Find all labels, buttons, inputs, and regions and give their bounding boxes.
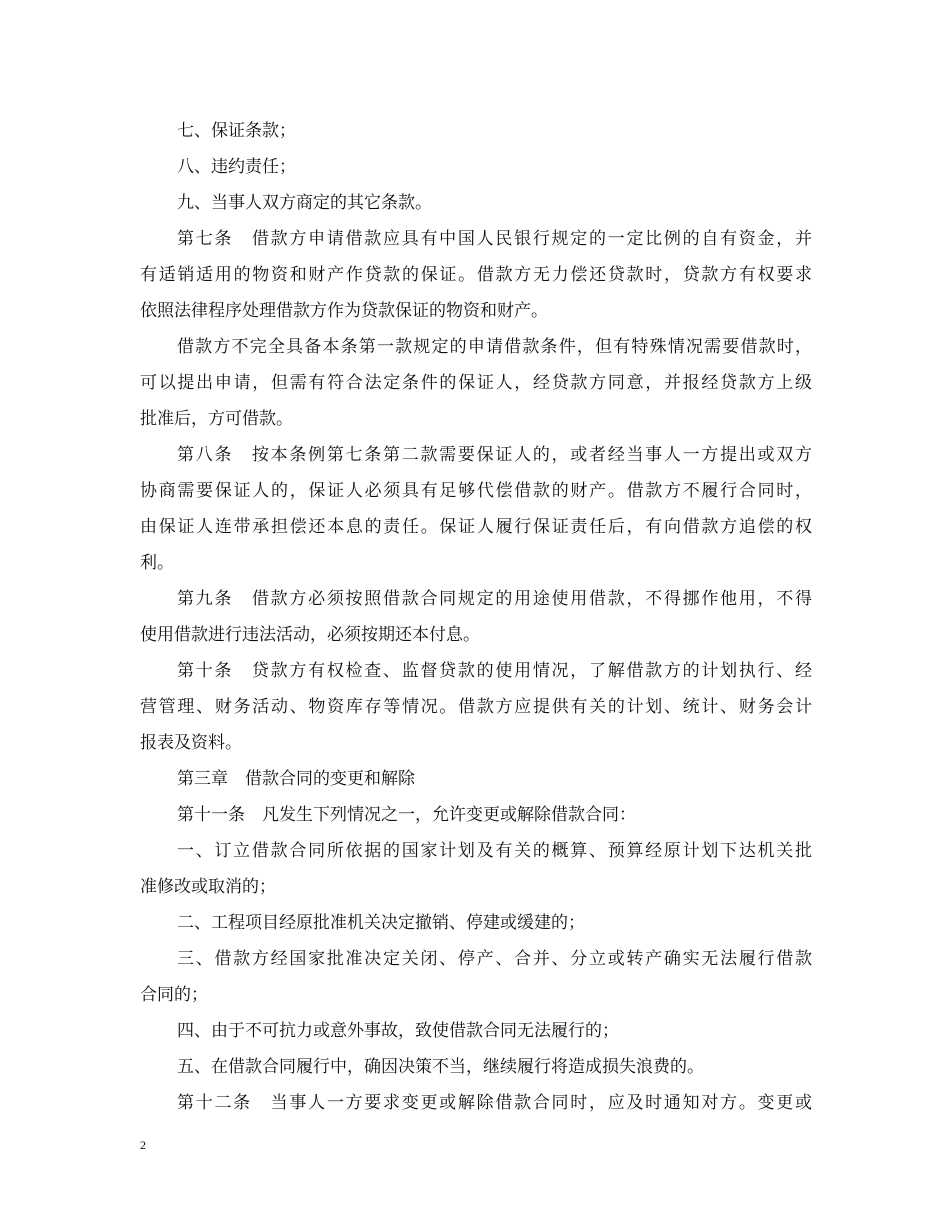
text-line: 五、在借款合同履行中，确因决策不当，继续履行将造成损失浪费的。 <box>177 1057 704 1077</box>
text-line: 三、借款方经国家批准决定关闭、停产、合并、分立或转产确实无法履行借款 <box>177 949 812 969</box>
text-line: 第十条 贷款方有权检查、监督贷款的使用情况，了解借款方的计划执行、经 <box>177 661 812 681</box>
text-line: 依照法律程序处理借款方作为贷款保证的物资和财产。 <box>140 301 548 321</box>
text-line: 第十一条 凡发生下列情况之一，允许变更或解除借款合同： <box>177 805 636 825</box>
text-line: 有适销适用的物资和财产作贷款的保证。借款方无力偿还贷款时，贷款方有权要求 <box>140 265 812 285</box>
text-line: 七、保证条款； <box>177 121 296 141</box>
text-line: 第七条 借款方申请借款应具有中国人民银行规定的一定比例的自有资金，并 <box>177 229 812 249</box>
text-line: 四、由于不可抗力或意外事故，致使借款合同无法履行的； <box>177 1021 619 1041</box>
text-line: 可以提出申请，但需有符合法定条件的保证人，经贷款方同意，并报经贷款方上级 <box>140 373 812 393</box>
text-line: 协商需要保证人的，保证人必须具有足够代偿借款的财产。借款方不履行合同时， <box>140 481 812 501</box>
text-line: 第三章 借款合同的变更和解除 <box>177 769 415 789</box>
text-line: 第八条 按本条例第七条第二款需要保证人的，或者经当事人一方提出或双方 <box>177 445 812 465</box>
text-line: 二、工程项目经原批准机关决定撤销、停建或缓建的； <box>177 913 585 933</box>
text-line: 利。 <box>140 553 174 573</box>
text-line: 营管理、财务活动、物资库存等情况。借款方应提供有关的计划、统计、财务会计 <box>140 697 812 717</box>
document-body <box>140 113 812 1121</box>
text-line: 第九条 借款方必须按照借款合同规定的用途使用借款，不得挪作他用，不得 <box>177 589 812 609</box>
text-line: 第十二条 当事人一方要求变更或解除借款合同时，应及时通知对方。变更或 <box>177 1093 812 1113</box>
text-line: 合同的； <box>140 985 208 1005</box>
text-line: 准修改或取消的； <box>140 877 276 897</box>
text-line: 由保证人连带承担偿还本息的责任。保证人履行保证责任后，有向借款方追偿的权 <box>140 517 812 537</box>
text-line: 一、订立借款合同所依据的国家计划及有关的概算、预算经原计划下达机关批 <box>177 841 812 861</box>
text-line: 使用借款进行违法活动，必须按期还本付息。 <box>140 625 480 645</box>
text-line: 批准后，方可借款。 <box>140 409 293 429</box>
text-line: 借款方不完全具备本条第一款规定的申请借款条件，但有特殊情况需要借款时， <box>177 337 812 357</box>
text-line: 报表及资料。 <box>140 733 242 753</box>
page-number: 2 <box>140 1138 146 1152</box>
text-line: 八、违约责任； <box>177 157 296 177</box>
text-line: 九、当事人双方商定的其它条款。 <box>177 193 432 213</box>
